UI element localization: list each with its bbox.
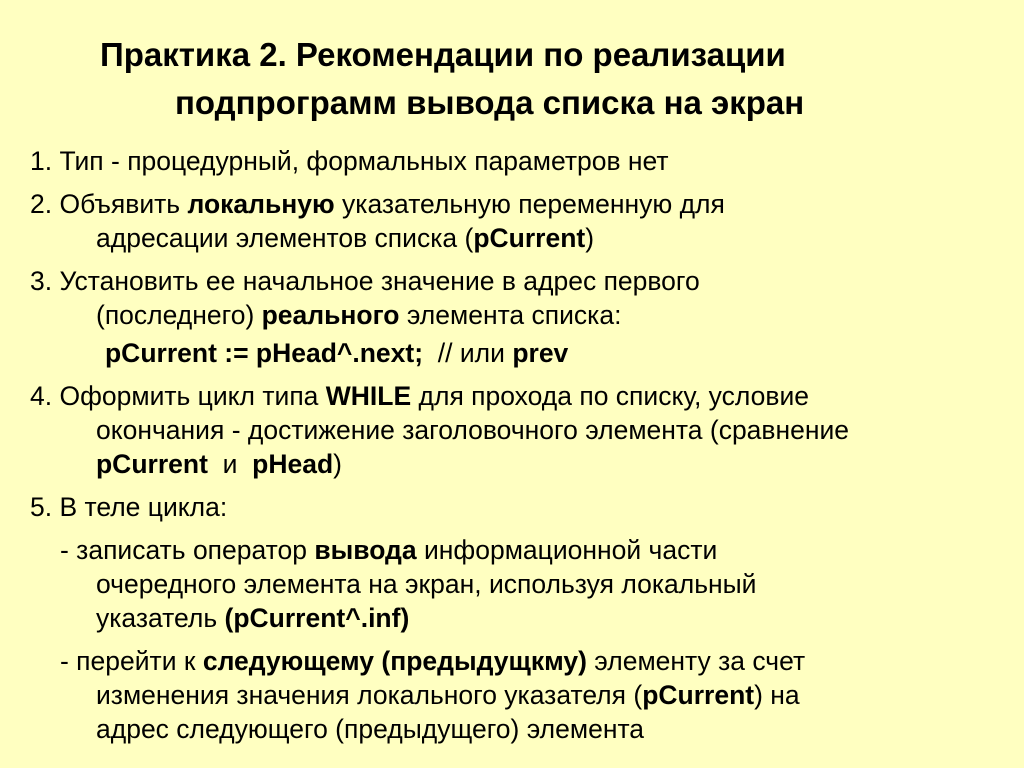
text: изменения значения локального указателя (: [96, 680, 643, 710]
list-item-2: [30, 187, 1020, 255]
code-comment: // или: [423, 338, 513, 368]
list-item-1: [30, 144, 1020, 178]
sub-item-2-line-1: [30, 644, 1020, 678]
text: ): [333, 449, 342, 479]
bold-text: pCurrent: [473, 223, 586, 253]
text: для прохода по списку, условие: [411, 381, 809, 411]
sub-item-1-line-1: [30, 533, 1020, 567]
text: 2. Объявить: [30, 189, 188, 219]
text: и: [207, 449, 253, 479]
sub-item-1-line-3: [30, 601, 1020, 635]
text: - записать оператор: [60, 535, 315, 565]
text: ) на: [754, 680, 800, 710]
code-line: [30, 336, 1020, 370]
list-item-4-line-3: [30, 447, 1020, 481]
list-item-4-line-2: окончания - достижение заголовочного элемента (сравнение: [96, 415, 850, 445]
bold-text: pHead: [252, 449, 334, 479]
list-item-4: [30, 379, 1020, 481]
text: ): [585, 223, 595, 253]
list-item-2-line-2: [30, 221, 1020, 255]
bold-text: pCurrent: [642, 680, 755, 710]
sub-item-2: [30, 644, 1020, 746]
bold-text: WHILE: [325, 381, 412, 411]
sub-item-1: [30, 533, 1020, 635]
list-item-3-line-1: 3. Установить ее начальное значение в адрес первого: [30, 266, 700, 296]
sub-item-2-line-2: [30, 678, 1020, 712]
bold-text: pCurrent: [96, 449, 208, 479]
slide-body: [30, 144, 1020, 755]
text: указательную переменную для: [334, 189, 725, 219]
text: - перейти к: [60, 646, 203, 676]
list-item-3: [30, 264, 1020, 332]
code-text: pCurrent := pHead^.next;: [105, 338, 424, 368]
bold-text: реального: [261, 300, 400, 330]
bold-text: вывода: [314, 535, 417, 565]
text: 4. Оформить цикл типа: [30, 381, 326, 411]
text: адресации элементов списка (: [96, 223, 474, 253]
list-item-4-line-1: [30, 379, 1020, 413]
sub-item-1-line-2: очередного элемента на экран, используя локальный: [96, 569, 757, 599]
slide-title: [100, 31, 1000, 127]
list-item-1-text: 1. Тип - процедурный, формальных параметров нет: [30, 146, 669, 176]
title-line-2: подпрограмм вывода списка на экран: [175, 84, 805, 121]
bold-text: следующему (предыдущкму): [202, 646, 587, 676]
text: элемента списка:: [399, 300, 622, 330]
sub-item-2-line-3: адрес следующего (предыдущего) элемента: [96, 714, 645, 744]
bold-text: локальную: [187, 189, 335, 219]
text: указатель: [96, 603, 225, 633]
list-item-5: [30, 490, 1020, 524]
list-item-2-line-1: [30, 187, 1020, 221]
text: элементу за счет: [586, 646, 806, 676]
list-item-5-text: 5. В теле цикла:: [30, 492, 228, 522]
text: (последнего): [96, 300, 262, 330]
text: информационной части: [416, 535, 718, 565]
code-text: prev: [512, 338, 569, 368]
title-line-1: Практика 2. Рекомендации по реализации: [100, 36, 786, 73]
list-item-3-line-2: [30, 298, 1020, 332]
bold-text: (pCurrent^.inf): [224, 603, 410, 633]
